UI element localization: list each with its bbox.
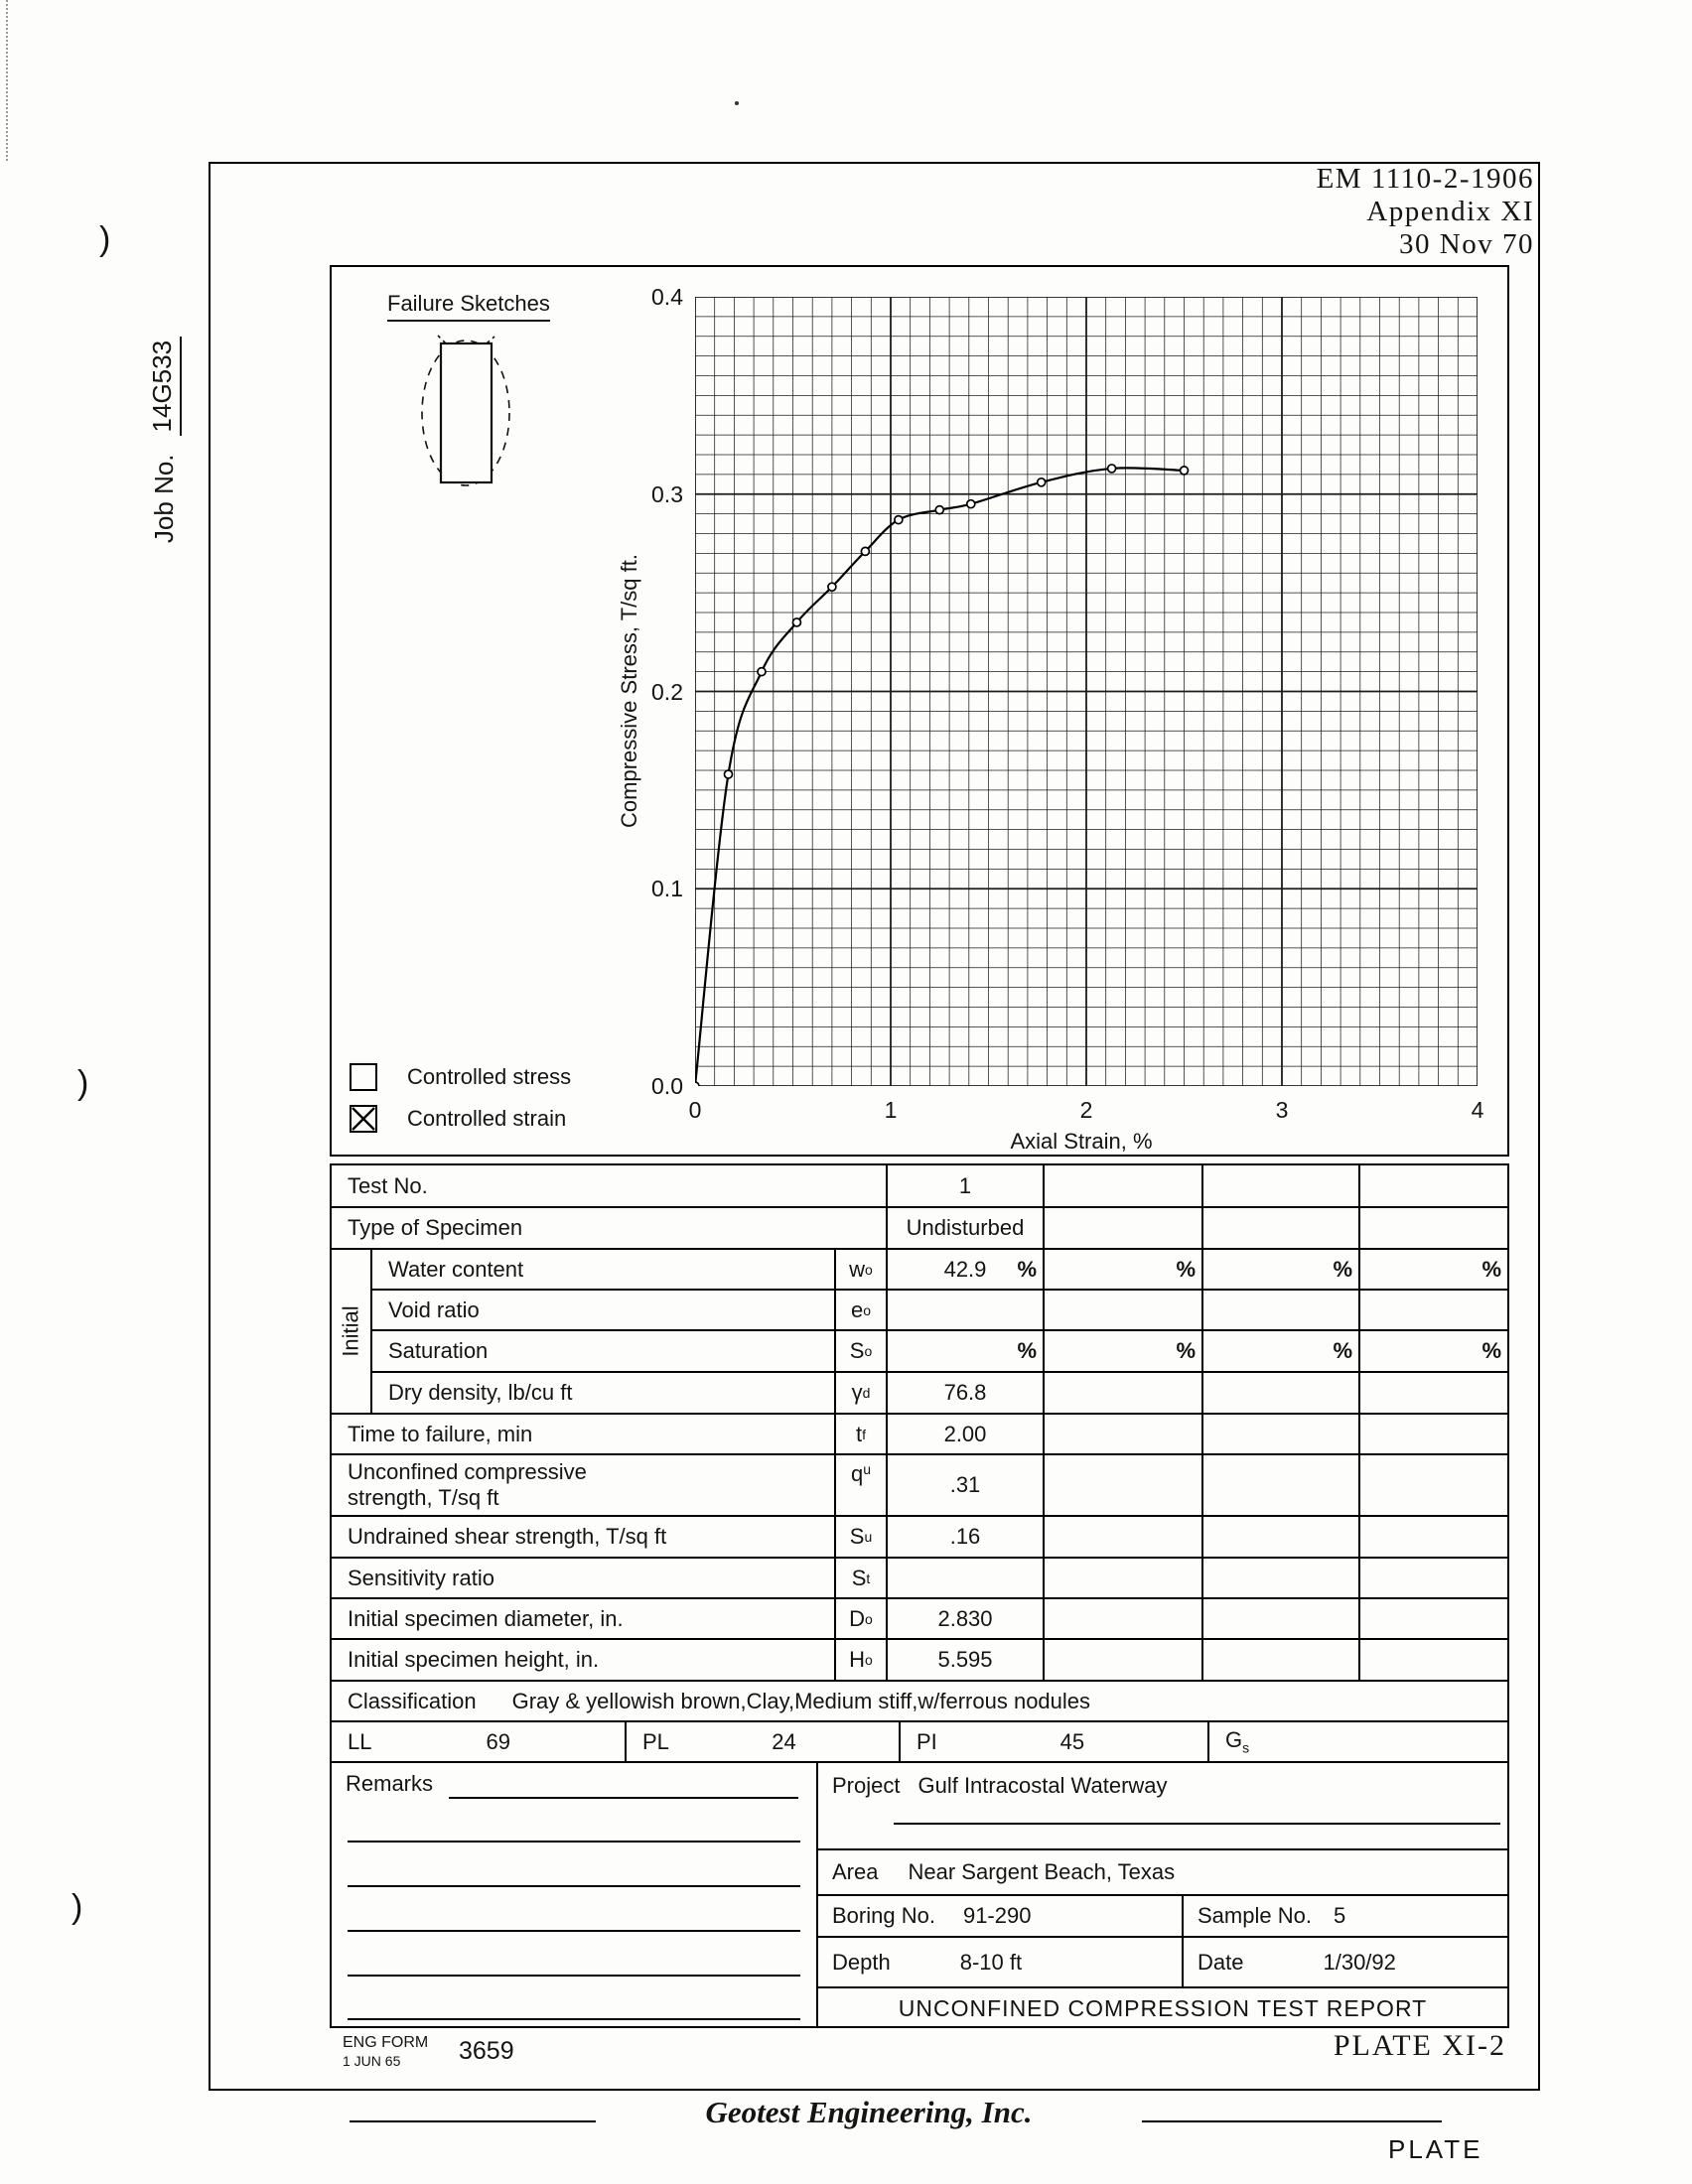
eng-form-block (343, 2033, 428, 2071)
plate-word: PLATE (1388, 2134, 1483, 2164)
value-cell (886, 1291, 1043, 1329)
y-tick-label: 0.3 (651, 481, 683, 507)
scan-artifact-dotted-line (6, 0, 8, 161)
row-test-no (332, 1165, 1507, 1206)
row-label-cell (332, 1208, 886, 1248)
row-label-cell (332, 1559, 834, 1597)
row-initial-diameter (332, 1597, 1507, 1638)
scan-artifact-paren: ) (99, 220, 111, 258)
symbol-cell: q $^u$ (834, 1455, 886, 1515)
remarks-line (348, 1930, 800, 1932)
value-cell (1043, 1415, 1201, 1453)
value-cell (1201, 1455, 1358, 1515)
project-value: Gulf Intracostal Waterway (917, 1773, 1168, 1798)
area-row (818, 1848, 1507, 1894)
legend-label: Controlled stress (407, 1064, 572, 1089)
results-table (330, 1163, 1509, 2028)
symbol-cell: γ d (834, 1373, 886, 1413)
form-number: 3659 (459, 2037, 514, 2065)
row-void-ratio (332, 1289, 1507, 1329)
report-title: UNCONFINED COMPRESSION TEST REPORT (898, 1994, 1428, 2021)
value-cell (1201, 1517, 1358, 1557)
row-label: strength, T/sq ft (348, 1485, 499, 1510)
unit: % (1333, 1256, 1352, 1282)
stress-strain-plot (695, 297, 1478, 1086)
value-cell (1358, 1640, 1507, 1680)
depth-cell (818, 1938, 1182, 1986)
value-cell (886, 1517, 1043, 1557)
x-tick-label: 1 (884, 1097, 898, 1123)
value-cell (1043, 1373, 1201, 1413)
legend-item-controlled-stress (350, 1063, 571, 1091)
value-cell (1201, 1165, 1358, 1206)
x-tick-label: 4 (1471, 1097, 1484, 1123)
y-tick-label: 0.4 (651, 284, 683, 310)
doc-appendix: Appendix XI (1366, 196, 1534, 227)
symbol-cell: S t (834, 1559, 886, 1597)
value-cell (886, 1640, 1043, 1680)
doc-ref: EM 1110-2-1906 (1316, 163, 1534, 195)
depth-label: Depth (832, 1949, 891, 1975)
value-cell (1201, 1373, 1358, 1413)
value-cell (1358, 1331, 1507, 1371)
date-value: 1/30/92 (1323, 1949, 1396, 1975)
value: .31 (949, 1472, 981, 1497)
scan-artifact-paren: ) (71, 1888, 83, 1926)
area-label: Area (832, 1859, 879, 1884)
row-label: Unconfined compressive (348, 1459, 587, 1484)
value-cell (1201, 1415, 1358, 1453)
company-name: Geotest Engineering, Inc. (596, 2095, 1142, 2136)
legend (350, 1063, 571, 1133)
symbol-cell: H o (834, 1640, 886, 1680)
depth-date-row (818, 1936, 1507, 1986)
value: 5.595 (937, 1647, 993, 1672)
value-cell (1358, 1517, 1507, 1557)
row-label-cell (332, 1455, 834, 1515)
row-label-cell (332, 1165, 886, 1206)
job-number (146, 273, 179, 607)
value-cell (1043, 1208, 1201, 1248)
row-label: Undrained shear strength, T/sq ft (348, 1524, 667, 1549)
y-tick-label: 0.0 (651, 1073, 683, 1099)
legend-label: Controlled strain (407, 1106, 567, 1131)
value-cell (1201, 1640, 1358, 1680)
value: .16 (949, 1524, 981, 1549)
value-cell (1043, 1640, 1201, 1680)
value: Undisturbed (906, 1215, 1025, 1240)
value-cell (886, 1331, 1043, 1371)
boring-sample-row (818, 1894, 1507, 1936)
symbol-cell: D o (834, 1599, 886, 1638)
depth-value: 8-10 ft (959, 1949, 1023, 1975)
project-underline (894, 1823, 1500, 1825)
row-label: Test No. (348, 1172, 428, 1198)
row-water-content (332, 1248, 1507, 1289)
symbol-cell: t f (834, 1415, 886, 1453)
scan-artifact-paren: ) (77, 1064, 89, 1102)
value-cell (1043, 1291, 1201, 1329)
row-sensitivity-ratio (332, 1557, 1507, 1597)
value-cell (886, 1559, 1043, 1597)
legend-item-controlled-strain (350, 1105, 571, 1133)
job-number-label: Job No. (148, 454, 179, 544)
value-cell (1043, 1599, 1201, 1638)
sample-label: Sample No. (1198, 1903, 1312, 1928)
row-label: Sensitivity ratio (348, 1565, 494, 1590)
value-cell (1043, 1517, 1201, 1557)
row-label: Time to failure, min (348, 1421, 533, 1446)
row-classification (332, 1680, 1507, 1720)
eng-form-line2: 1 JUN 65 (343, 2053, 401, 2069)
row-label-cell (332, 1331, 834, 1371)
row-label: Type of Specimen (348, 1215, 523, 1240)
value-cell (1358, 1250, 1507, 1289)
plate-ref: PLATE XI-2 (1333, 2029, 1506, 2062)
classification-value: Gray & yellowish brown,Clay,Medium stiff,w/ferrous nodules (511, 1688, 1091, 1713)
row-unconfined-strength (332, 1453, 1507, 1515)
row-saturation (332, 1329, 1507, 1371)
area-value: Near Sargent Beach, Texas (908, 1859, 1176, 1884)
remarks-line (348, 1841, 800, 1843)
value-cell (1358, 1559, 1507, 1597)
unit: % (1176, 1338, 1196, 1363)
row-initial-height (332, 1638, 1507, 1680)
symbol-cell: S o (834, 1331, 886, 1371)
row-undrained-strength (332, 1515, 1507, 1557)
value-cell (1358, 1165, 1507, 1206)
job-number-value: 14G533 (147, 337, 182, 437)
controlled-strain-checkbox (350, 1105, 377, 1133)
row-label-cell (332, 1291, 834, 1329)
pl-cell (625, 1722, 899, 1761)
unit: % (1176, 1256, 1196, 1282)
value-cell (886, 1208, 1043, 1248)
ll-value: 69 (486, 1728, 510, 1754)
initial-group-cell (332, 1250, 372, 1413)
y-tick-label: 0.2 (651, 679, 683, 705)
value-cell (1043, 1165, 1201, 1206)
x-tick-label: 0 (688, 1097, 702, 1123)
unit: % (1333, 1338, 1352, 1363)
remarks-line (348, 2018, 800, 2020)
value-cell (886, 1250, 1043, 1289)
controlled-stress-checkbox (350, 1063, 377, 1091)
pi-cell (899, 1722, 1207, 1761)
row-dry-density (332, 1371, 1507, 1413)
boring-value: 91-290 (962, 1903, 1032, 1928)
value-cell (1201, 1331, 1358, 1371)
value-cell (1043, 1250, 1201, 1289)
row-label-cell (332, 1250, 834, 1289)
symbol-cell: w o (834, 1250, 886, 1289)
row-label-cell (332, 1415, 834, 1453)
sample-value: 5 (1333, 1903, 1346, 1928)
doc-date: 30 Nov 70 (1399, 228, 1534, 260)
row-label-cell (332, 1517, 834, 1557)
unit: % (1481, 1338, 1501, 1363)
value: 2.830 (937, 1605, 993, 1631)
value-cell (1201, 1559, 1358, 1597)
failure-sketches-heading: Failure Sketches (387, 291, 550, 317)
remarks-label: Remarks (346, 1771, 434, 1796)
symbol-cell: e o (834, 1291, 886, 1329)
initial-group-label: Initial (338, 1305, 363, 1357)
gs-cell (1207, 1722, 1507, 1761)
project-row (818, 1763, 1507, 1848)
value: 42.9 (943, 1256, 987, 1282)
remarks-line (348, 1975, 800, 1977)
value-cell (1358, 1373, 1507, 1413)
date-label: Date (1198, 1949, 1244, 1975)
remarks-line (449, 1797, 798, 1799)
row-label: Initial specimen diameter, in. (348, 1605, 624, 1631)
project-info-cell (816, 1763, 1507, 2026)
pi-value: 45 (1059, 1728, 1085, 1754)
value-cell (1358, 1599, 1507, 1638)
row-label-cell (332, 1640, 834, 1680)
pi-label: PI (916, 1728, 937, 1754)
y-axis-title: Compressive Stress, T/sq ft. (617, 554, 641, 828)
value: 1 (958, 1172, 972, 1198)
x-tick-label: 3 (1275, 1097, 1289, 1123)
scan-artifact-dot (735, 101, 739, 105)
x-axis-title: Axial Strain, % (1010, 1129, 1153, 1154)
sample-cell (1182, 1896, 1507, 1936)
value: 2.00 (943, 1421, 987, 1446)
ll-cell (332, 1722, 625, 1761)
row-type-of-specimen (332, 1206, 1507, 1248)
value-cell (1358, 1208, 1507, 1248)
unit: % (1017, 1338, 1037, 1363)
value-cell (1201, 1599, 1358, 1638)
row-label-cell (332, 1373, 834, 1413)
symbol-cell: S u (834, 1517, 886, 1557)
row-label: Dry density, lb/cu ft (388, 1380, 573, 1405)
row-atterberg-limits (332, 1720, 1507, 1761)
y-tick-label: 0.1 (651, 876, 683, 901)
row-label: Void ratio (388, 1297, 480, 1322)
row-label-cell (332, 1599, 834, 1638)
row-label: Water content (388, 1256, 524, 1282)
remarks-cell (332, 1763, 816, 2026)
value-cell (1358, 1455, 1507, 1515)
value-cell (886, 1373, 1043, 1413)
row-remarks-project (332, 1761, 1507, 2026)
value-cell (1201, 1208, 1358, 1248)
ll-label: LL (348, 1728, 372, 1754)
value-cell (1201, 1291, 1358, 1329)
date-cell (1182, 1938, 1507, 1986)
unit: % (1481, 1256, 1501, 1282)
pl-label: PL (642, 1728, 669, 1754)
value-cell (1043, 1331, 1201, 1371)
value-cell (886, 1599, 1043, 1638)
value-cell (1358, 1415, 1507, 1453)
pl-value: 24 (772, 1728, 796, 1754)
remarks-line (348, 1885, 800, 1887)
value: 76.8 (943, 1380, 987, 1405)
value-cell (886, 1165, 1043, 1206)
gs-label: $G_s$ (1225, 1727, 1250, 1756)
x-tick-label: 2 (1079, 1097, 1093, 1123)
report-title-row (818, 1986, 1507, 2028)
boring-cell (818, 1896, 1182, 1936)
row-label: Initial specimen height, in. (348, 1647, 600, 1672)
project-label: Project (832, 1773, 901, 1798)
row-label: Saturation (388, 1338, 489, 1363)
classification-label: Classification (348, 1688, 477, 1713)
value-cell (886, 1455, 1043, 1515)
eng-form-line1: ENG FORM (343, 2034, 429, 2051)
unit: % (1017, 1256, 1037, 1282)
value-cell (886, 1415, 1043, 1453)
value-cell (1043, 1559, 1201, 1597)
value-cell (1043, 1455, 1201, 1515)
failure-sketch-specimen (414, 335, 518, 491)
value-cell (1358, 1291, 1507, 1329)
row-time-to-failure (332, 1413, 1507, 1453)
boring-label: Boring No. (832, 1903, 935, 1928)
chart-section (330, 265, 1509, 1157)
value-cell (1201, 1250, 1358, 1289)
